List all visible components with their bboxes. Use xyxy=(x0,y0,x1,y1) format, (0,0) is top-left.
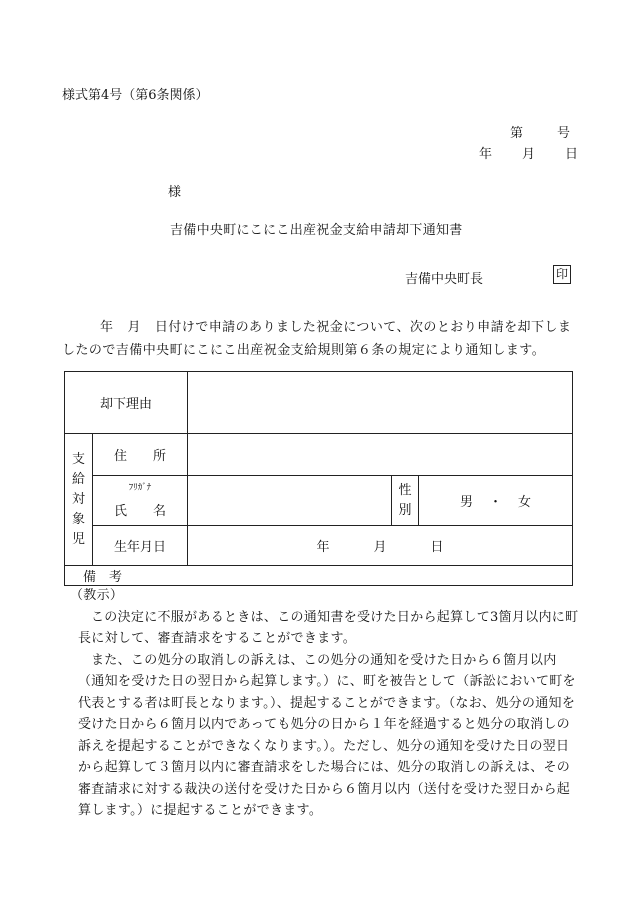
info-table xyxy=(64,371,573,586)
document-title: 吉備中央町にこにこ出産祝金支給申請却下通知書 xyxy=(170,223,463,238)
address-field[interactable] xyxy=(188,434,573,476)
dob-year: 年 xyxy=(316,540,330,555)
sex-female[interactable]: 女 xyxy=(518,495,532,510)
notice-section xyxy=(70,585,580,822)
name-field[interactable] xyxy=(188,476,392,526)
document-date xyxy=(479,143,578,162)
doc-date-year: 年 xyxy=(479,147,493,162)
form-number: 様式第4号（第6条関係） xyxy=(62,88,209,103)
remarks-label: 備 考 xyxy=(65,566,573,586)
rejection-reason-label: 却下理由 xyxy=(65,372,188,434)
sex-male[interactable]: 男 xyxy=(460,495,474,510)
furigana-label: ﾌﾘｶﾞﾅ xyxy=(128,482,152,493)
sex-separator: ・ xyxy=(489,495,503,510)
dob-day: 日 xyxy=(430,540,444,555)
doc-date-day: 日 xyxy=(565,147,579,162)
body-month: 月 xyxy=(127,320,141,335)
rejection-reason-field[interactable] xyxy=(188,372,573,434)
target-child-label: 支 給 対 象 児 xyxy=(65,434,93,566)
doc-number-dai: 第 xyxy=(510,126,524,141)
body-year: 年 xyxy=(100,320,114,335)
dob-month: 月 xyxy=(373,540,387,555)
notice-paragraph-2: また、この処分の取消しの訴えは、この処分の通知を受けた日から６箇月以内（通知を受けた日の翌日から起算します。）に、町を被告として（訴訟において町を代表とする者は町長となります。）、提起することができます。（なお、処分の通知を受けた日から６箇月以内であっても処分の日から１年を経過すると処分の取消しの訴えを提起することができなくなります。）。ただし、処分の通知を受けた日の翌日から起算して３箇月以内に審査請求をした場合には、処分の取消しの訴えは、その審査請求に対する裁決の送付を受けた日から６箇月以内（送付を受けた翌日から起算します。）に提起することができます。 xyxy=(78,652,576,818)
addressee-suffix: 様 xyxy=(168,185,182,200)
address-label: 住 所 xyxy=(93,434,188,476)
document-number xyxy=(510,122,570,141)
dob-field[interactable] xyxy=(188,526,573,566)
name-label: 氏 名 xyxy=(114,503,167,519)
sex-label: 性 別 xyxy=(392,476,419,526)
body-text: 日付けで申請のありました祝金について、次のとおり申請を却下しましたので吉備中央町にこにこ出産祝金支給規則第６条の規定により通知します。 xyxy=(62,320,572,358)
seal-mark: 印 xyxy=(553,265,571,284)
notice-paragraph-1: この決定に不服があるときは、この通知書を受けた日から起算して3箇月以内に町長に対して、審査請求をすることができます。 xyxy=(78,609,579,646)
sex-options[interactable] xyxy=(419,476,573,526)
dob-label: 生年月日 xyxy=(93,526,188,566)
notice-heading: （教示） xyxy=(70,588,124,603)
name-label-cell xyxy=(93,476,188,526)
body-paragraph xyxy=(62,316,574,362)
doc-number-go: 号 xyxy=(557,126,571,141)
doc-date-month: 月 xyxy=(522,147,536,162)
sender-name: 吉備中央町長 xyxy=(405,272,484,287)
